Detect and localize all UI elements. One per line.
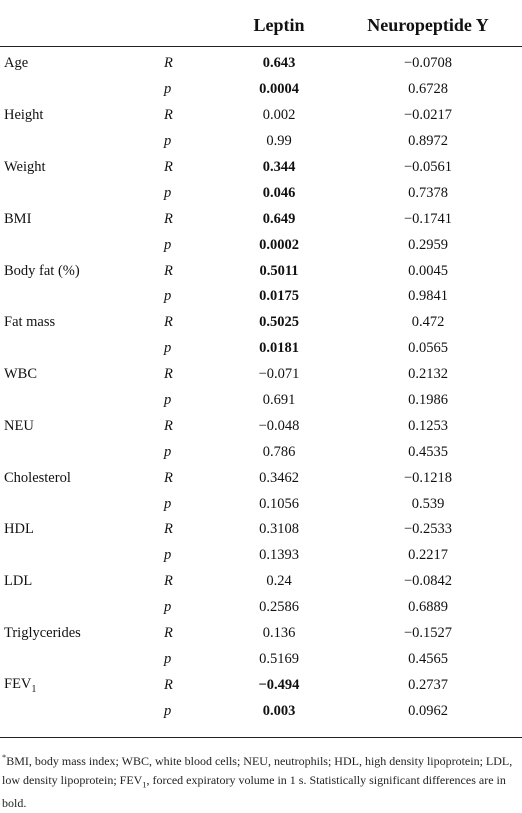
statistic-label: p [164,443,172,460]
table-row [0,465,522,491]
table-row [0,310,522,336]
table-row [0,543,522,569]
statistic-label: R [164,469,173,486]
statistic-label: p [164,495,172,512]
parameter-cell [0,155,152,181]
leptin-value: 0.0004 [259,81,299,98]
header-neuropeptide-y: Neuropeptide Y [334,4,522,47]
statistic-label: p [164,133,172,150]
statistic-label: R [164,107,173,124]
neuropeptide-y-value: 0.4565 [408,650,448,667]
parameter-cell [0,258,152,284]
correlation-table [0,4,522,724]
statistic-label: p [164,236,172,253]
parameter-cell [0,180,152,206]
parameter-cell [0,543,152,569]
leptin-value: 0.046 [262,184,296,201]
parameter-cell [0,284,152,310]
statistic-label: p [164,599,172,616]
leptin-value: 0.24 [266,573,292,590]
neuropeptide-y-value: 0.472 [411,314,445,331]
table-row [0,336,522,362]
neuropeptide-y-value: 0.2737 [408,676,448,693]
neuropeptide-y-value: −0.0217 [403,107,453,124]
leptin-value: 0.1393 [259,547,299,564]
table-row [0,258,522,284]
parameter-cell [0,439,152,465]
table-row [0,413,522,439]
header-empty-2 [152,4,224,47]
table-row [0,517,522,543]
neuropeptide-y-value: 0.2132 [408,366,448,383]
leptin-value: 0.5025 [259,314,299,331]
neuropeptide-y-value: 0.6889 [408,599,448,616]
parameter-label: NEU [4,417,34,434]
parameter-cell [0,310,152,336]
parameter-cell [0,413,152,439]
statistic-label: p [164,392,172,409]
table-body [0,47,522,725]
parameter-cell [0,465,152,491]
neuropeptide-y-value: −0.1741 [403,210,453,227]
neuropeptide-y-value: −0.0842 [403,573,453,590]
parameter-label: BMI [4,210,32,227]
parameter-cell [0,103,152,129]
neuropeptide-y-value: −0.0561 [403,159,453,175]
statistic-label: R [164,366,173,383]
table-row [0,646,522,672]
statistic-label: R [164,314,173,331]
bottom-rule [0,737,522,738]
neuropeptide-y-value: 0.4535 [408,443,448,460]
leptin-value: 0.691 [262,392,296,409]
table-row [0,47,522,77]
footnote [2,748,518,813]
leptin-value: 0.1056 [259,495,299,512]
leptin-value: 0.0002 [259,236,299,253]
statistic-label: R [164,676,173,693]
parameter-label: LDL [4,573,33,590]
parameter-cell [0,491,152,517]
leptin-value: −0.494 [258,676,300,693]
statistic-label: R [164,521,173,538]
leptin-value: 0.344 [262,159,296,175]
parameter-label: HDL [4,521,34,538]
leptin-value: 0.643 [262,55,296,72]
parameter-label: Weight [4,159,46,175]
parameter-cell [0,698,152,724]
statistic-label: R [164,55,173,72]
neuropeptide-y-value: 0.0565 [408,340,448,357]
neuropeptide-y-value: 0.0045 [408,262,448,279]
table-row [0,439,522,465]
leptin-value: 0.136 [262,625,296,642]
parameter-cell [0,77,152,103]
leptin-value: 0.99 [266,133,292,150]
table-row [0,491,522,517]
parameter-cell [0,47,152,77]
parameter-label: Triglycerides [4,625,81,642]
statistic-label: p [164,702,172,719]
table-row [0,180,522,206]
parameter-cell [0,388,152,414]
parameter-cell [0,336,152,362]
table-row [0,595,522,621]
statistic-label: R [164,159,173,175]
statistic-label: p [164,650,172,667]
neuropeptide-y-value: 0.0962 [408,702,448,719]
statistic-label: R [164,573,173,590]
table-row [0,672,522,698]
footnote-marker: * [2,753,7,762]
statistic-label: R [164,210,173,227]
neuropeptide-y-value: −0.1218 [403,469,453,486]
statistic-label: R [164,262,173,279]
statistic-label: R [164,417,173,434]
footnote-text-2: , forced expiratory volume in 1 s. Statistically significant differences are in bold. [2,773,506,811]
neuropeptide-y-value: 0.9841 [408,288,448,305]
neuropeptide-y-value: 0.7378 [408,184,448,201]
parameter-label: Fat mass [4,314,56,331]
neuropeptide-y-value: 0.2217 [408,547,448,564]
statistic-label: p [164,81,172,98]
leptin-value: 0.3462 [259,469,299,486]
leptin-value: 0.2586 [259,599,299,616]
parameter-label: FEV [4,675,32,692]
leptin-value: −0.048 [258,417,300,434]
parameter-label: Height [4,107,44,124]
table-row [0,362,522,388]
footnote-sub: 1 [142,780,147,790]
leptin-value: 0.002 [262,107,296,124]
leptin-value: 0.003 [262,702,296,719]
neuropeptide-y-value: 0.2959 [408,236,448,253]
header-leptin: Leptin [224,4,334,47]
parameter-label: Age [4,55,29,72]
leptin-value: −0.071 [258,366,300,383]
neuropeptide-y-value: −0.1527 [403,625,453,642]
parameter-cell [0,517,152,543]
leptin-value: 0.5169 [259,650,299,667]
parameter-cell [0,595,152,621]
table-row [0,206,522,232]
table-row [0,103,522,129]
leptin-value: 0.0175 [259,288,299,305]
statistic-label: R [164,625,173,642]
neuropeptide-y-value: −0.2533 [403,521,453,538]
header-row [0,4,522,47]
leptin-value: 0.649 [262,210,296,227]
neuropeptide-y-value: 0.6728 [408,81,448,98]
statistic-label: p [164,288,172,305]
statistic-label: p [164,340,172,357]
table-row [0,77,522,103]
leptin-value: 0.0181 [259,340,299,357]
parameter-label: Body fat (%) [4,262,80,279]
neuropeptide-y-value: 0.539 [411,495,445,512]
footnote-text-1: BMI, body mass index; WBC, white blood cells; NEU, neutrophils; HDL, high density lipoprotein; LDL, low density lipoprotein; FEV [2,754,513,787]
parameter-cell [0,129,152,155]
leptin-value: 0.3108 [259,521,299,538]
parameter-label: WBC [4,366,38,383]
table-row [0,284,522,310]
parameter-cell [0,621,152,647]
leptin-value: 0.5011 [259,262,299,279]
statistic-label: p [164,184,172,201]
parameter-cell [0,232,152,258]
neuropeptide-y-value: −0.0708 [403,55,453,72]
table-row [0,388,522,414]
parameter-cell [0,569,152,595]
table-row [0,569,522,595]
parameter-cell [0,646,152,672]
neuropeptide-y-value: 0.1986 [408,392,448,409]
table-row [0,129,522,155]
parameter-cell [0,206,152,232]
parameter-cell [0,672,152,698]
header-empty-1 [0,4,152,47]
table-row [0,232,522,258]
parameter-subscript: 1 [31,683,37,695]
table-row [0,698,522,724]
table-row [0,155,522,181]
neuropeptide-y-value: 0.1253 [408,417,448,434]
parameter-label: Cholesterol [4,469,71,486]
table-row [0,621,522,647]
neuropeptide-y-value: 0.8972 [408,133,448,150]
leptin-value: 0.786 [262,443,296,460]
statistic-label: p [164,547,172,564]
parameter-cell [0,362,152,388]
